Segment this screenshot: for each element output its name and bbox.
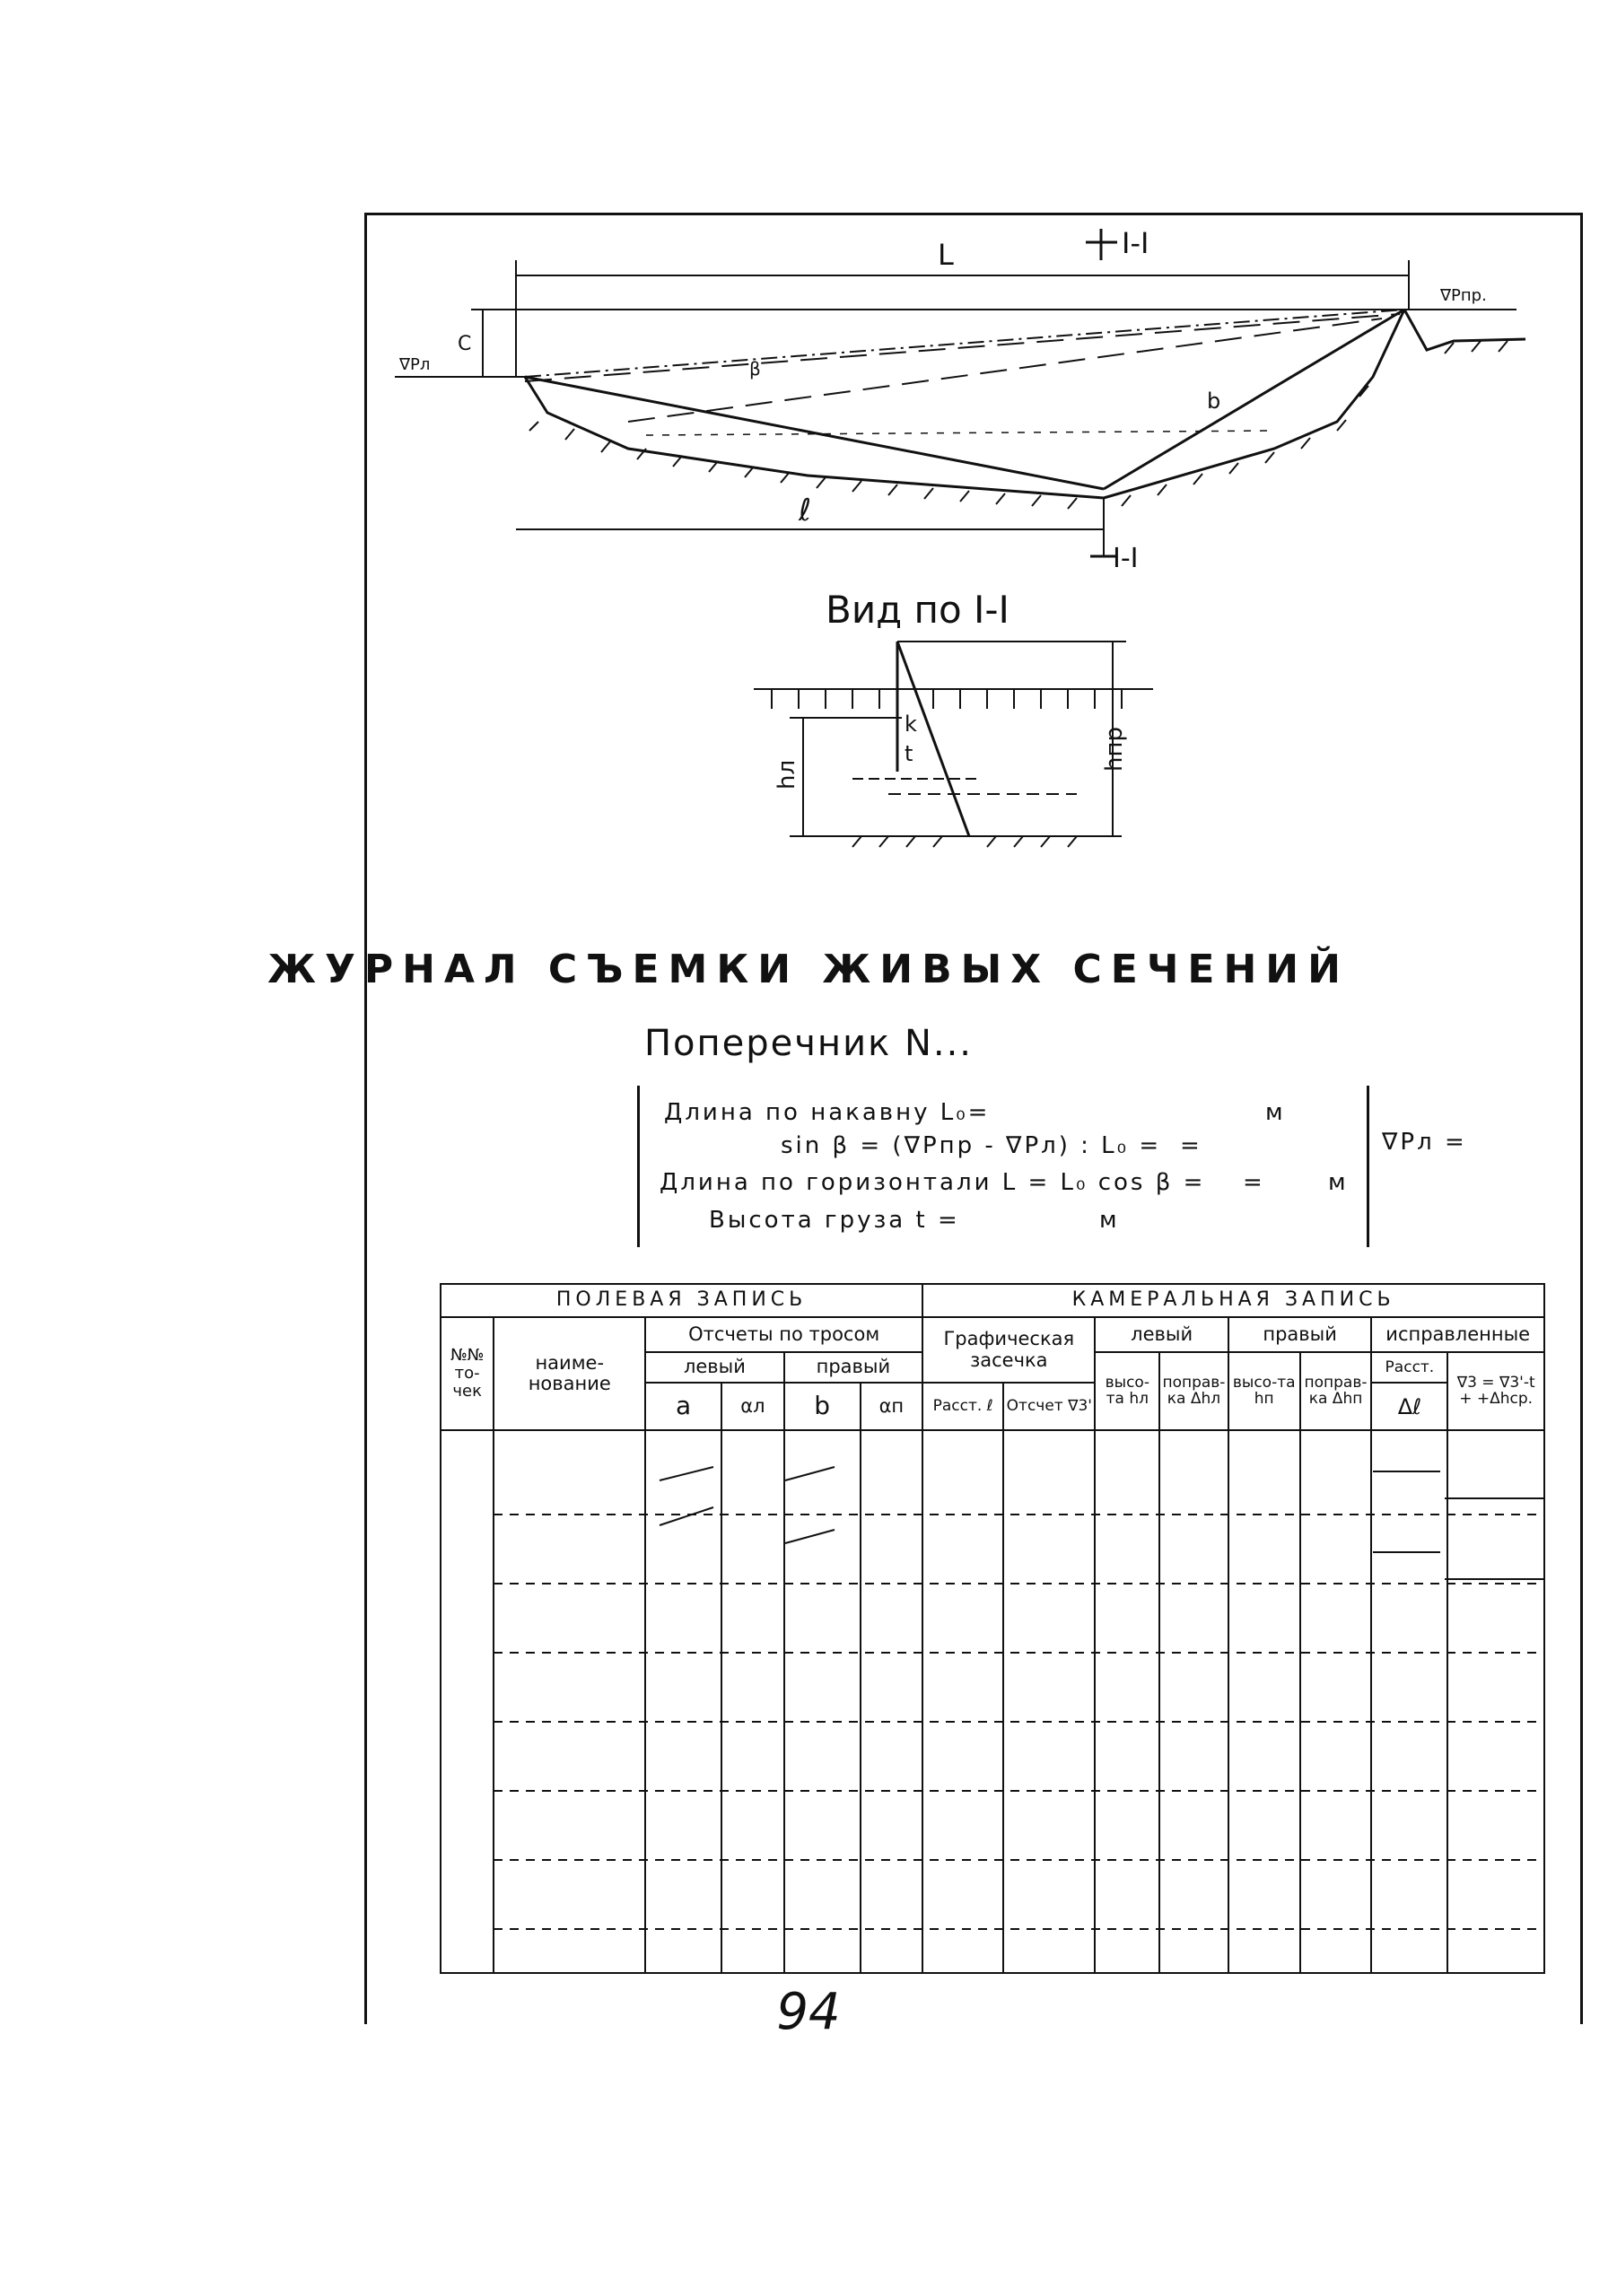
formula-line-4: Высота груза t = <box>709 1207 960 1234</box>
formula-line-3-mid: = <box>1243 1169 1265 1196</box>
col-alpha-l: αл <box>721 1383 784 1430</box>
label-hpr: hпр <box>1101 727 1128 772</box>
journal-title: ЖУРНАЛ СЪЕМКИ ЖИВЫХ СЕЧЕНИЙ <box>267 947 1350 992</box>
formula-line-3: Длина по горизонтали L = L₀ cos β = <box>660 1169 1206 1196</box>
rope-left-header: левый <box>645 1352 783 1384</box>
col-name: наиме-нование <box>494 1317 645 1431</box>
col-corr-left: поправ-ка Δhл <box>1159 1352 1228 1431</box>
office-left-header: левый <box>1095 1317 1228 1352</box>
journal-subtitle: Поперечник N... <box>643 1023 974 1064</box>
formula-line-1: Длина по накавну L₀= <box>664 1099 991 1126</box>
col-delta-l: Δℓ <box>1371 1383 1447 1430</box>
page-number: 94 <box>776 1983 841 2041</box>
office-right-header: правый <box>1228 1317 1372 1352</box>
col-dist-corrected: Расст. <box>1371 1352 1447 1384</box>
col-dist: Расст. ℓ <box>922 1383 1003 1430</box>
formula-line-2-eq: = <box>1180 1132 1202 1159</box>
label-t: t <box>905 741 913 766</box>
col-v3-formula: ∇3 = ∇3'-t + +Δhср. <box>1447 1352 1544 1431</box>
label-rp-right: ∇Pпр. <box>1440 286 1487 305</box>
col-b: b <box>784 1383 861 1430</box>
label-k: k <box>905 711 917 737</box>
col-corr-right: поправ-ка Δhп <box>1300 1352 1372 1431</box>
formula-line-3-unit: м <box>1328 1169 1349 1196</box>
col-height-left: высо-та hл <box>1095 1352 1159 1431</box>
view-label: Вид по I-I <box>826 588 1010 632</box>
section-mark-bottom: I-I <box>1113 543 1139 574</box>
rope-right-header: правый <box>784 1352 922 1384</box>
label-rp-left: ∇Pл <box>399 355 431 374</box>
label-b: b <box>1207 388 1221 414</box>
col-alpha-p: αп <box>861 1383 923 1430</box>
section-mark-top: I-I <box>1122 226 1149 260</box>
label-l: ℓ <box>799 493 812 528</box>
col-reading-v3: Отсчет ∇3' <box>1003 1383 1095 1430</box>
formula-line-2: sin β = (∇Pпр - ∇Pл) : L₀ = <box>781 1132 1162 1159</box>
col-a: a <box>645 1383 721 1430</box>
label-L: L <box>938 238 954 272</box>
formula-side: ∇Pл = <box>1382 1129 1467 1156</box>
office-record-header: КАМЕРАЛЬНАЯ ЗАПИСЬ <box>922 1284 1544 1317</box>
graphic-cut-header: Графическая засечка <box>922 1317 1095 1384</box>
rope-readings-header: Отсчеты по тросом <box>645 1317 922 1352</box>
col-height-right: высо-та hп <box>1228 1352 1300 1431</box>
corrected-header: исправленные <box>1371 1317 1544 1352</box>
label-hl: hл <box>774 759 800 790</box>
formula-line-1-unit: м <box>1265 1099 1286 1126</box>
formula-line-4-unit: м <box>1099 1207 1120 1234</box>
label-beta: β <box>749 358 761 380</box>
col-num: №№ то-чек <box>441 1317 494 1431</box>
field-record-header: ПОЛЕВАЯ ЗАПИСЬ <box>441 1284 922 1317</box>
label-C: C <box>458 333 472 355</box>
